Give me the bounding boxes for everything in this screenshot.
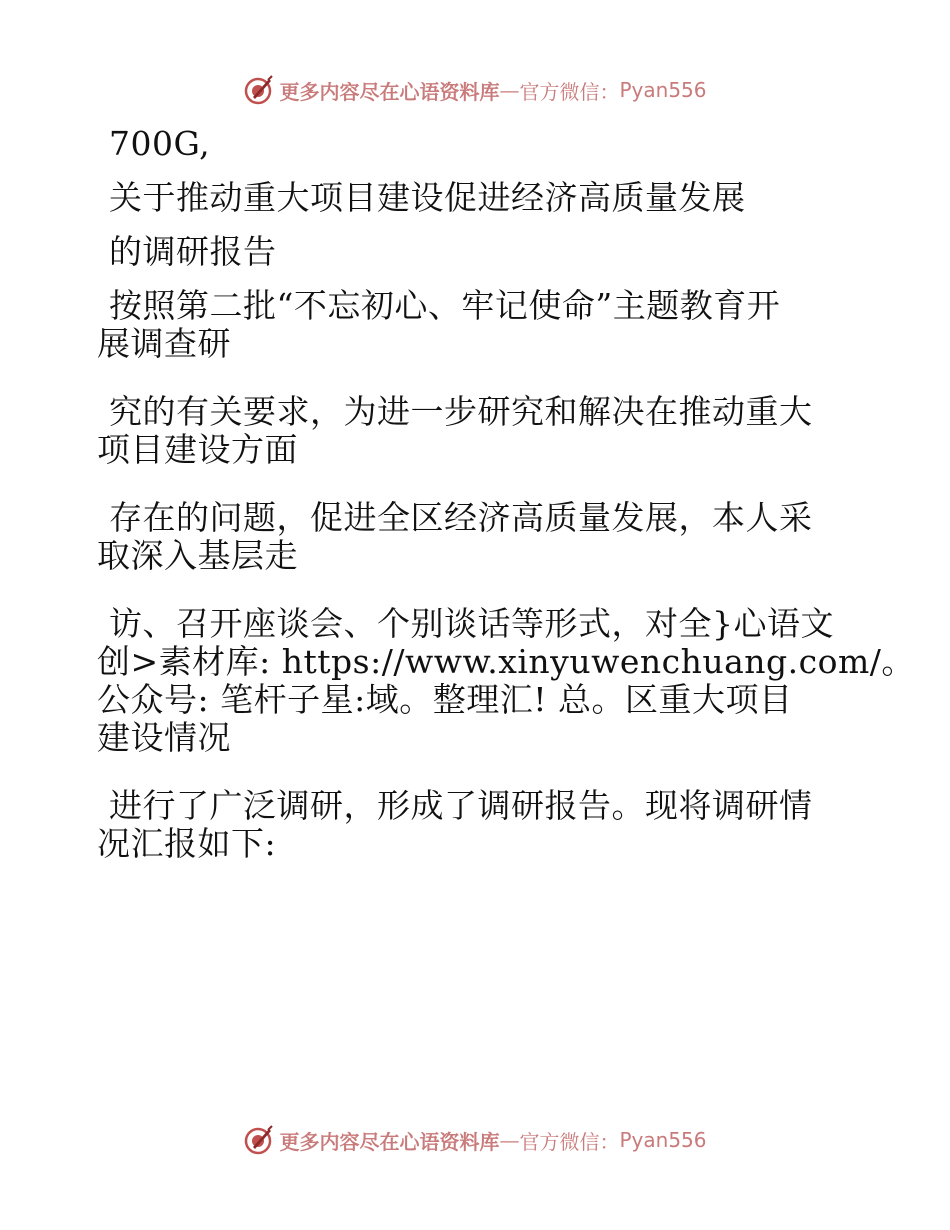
text-line: 的调研报告 bbox=[109, 232, 277, 271]
text-line: 访、召开座谈会、个别谈话等形式，对全}心语文 bbox=[109, 604, 834, 643]
footer-banner bbox=[0, 1120, 950, 1160]
text-line: 究的有关要求，为进一步研究和解决在推动重大 bbox=[109, 392, 813, 431]
text-line: 况汇报如下: bbox=[97, 824, 277, 863]
banner-separator: — bbox=[499, 1128, 520, 1152]
text-line: 公众号: 笔杆子星:域。整理汇! 总。区重大项目 bbox=[97, 680, 793, 719]
quill-seal-icon bbox=[243, 1125, 273, 1155]
text-line: 进行了广泛调研，形成了调研报告。现将调研情 bbox=[109, 786, 813, 825]
quill-seal-icon bbox=[243, 75, 273, 105]
text-line: 展调查研 bbox=[97, 324, 231, 363]
text-line: 创>素材库: https://www.xinyuwenchuang.com/。 bbox=[97, 642, 915, 681]
banner-separator: — bbox=[499, 78, 520, 102]
banner-site-name: 更多内容尽在心语资料库 bbox=[279, 79, 500, 104]
banner-wechat-label: 官方微信： bbox=[519, 79, 620, 104]
banner-wechat-id: Pyan556 bbox=[619, 1128, 707, 1152]
banner-site-name: 更多内容尽在心语资料库 bbox=[279, 1129, 500, 1154]
text-line: 按照第二批“不忘初心、牢记使命”主题教育开 bbox=[109, 286, 781, 325]
text-line: 建设情况 bbox=[97, 718, 231, 757]
banner-wechat-id: Pyan556 bbox=[619, 78, 707, 102]
banner-wechat-label: 官方微信： bbox=[519, 1129, 620, 1154]
text-line: 项目建设方面 bbox=[97, 430, 298, 469]
text-line: 700G, bbox=[109, 124, 211, 163]
text-line: 关于推动重大项目建设促进经济高质量发展 bbox=[109, 178, 746, 217]
text-line: 取深入基层走 bbox=[97, 536, 298, 575]
text-line: 存在的问题，促进全区经济高质量发展，本人采 bbox=[109, 498, 813, 537]
header-banner bbox=[0, 70, 950, 110]
document-body bbox=[97, 124, 915, 863]
